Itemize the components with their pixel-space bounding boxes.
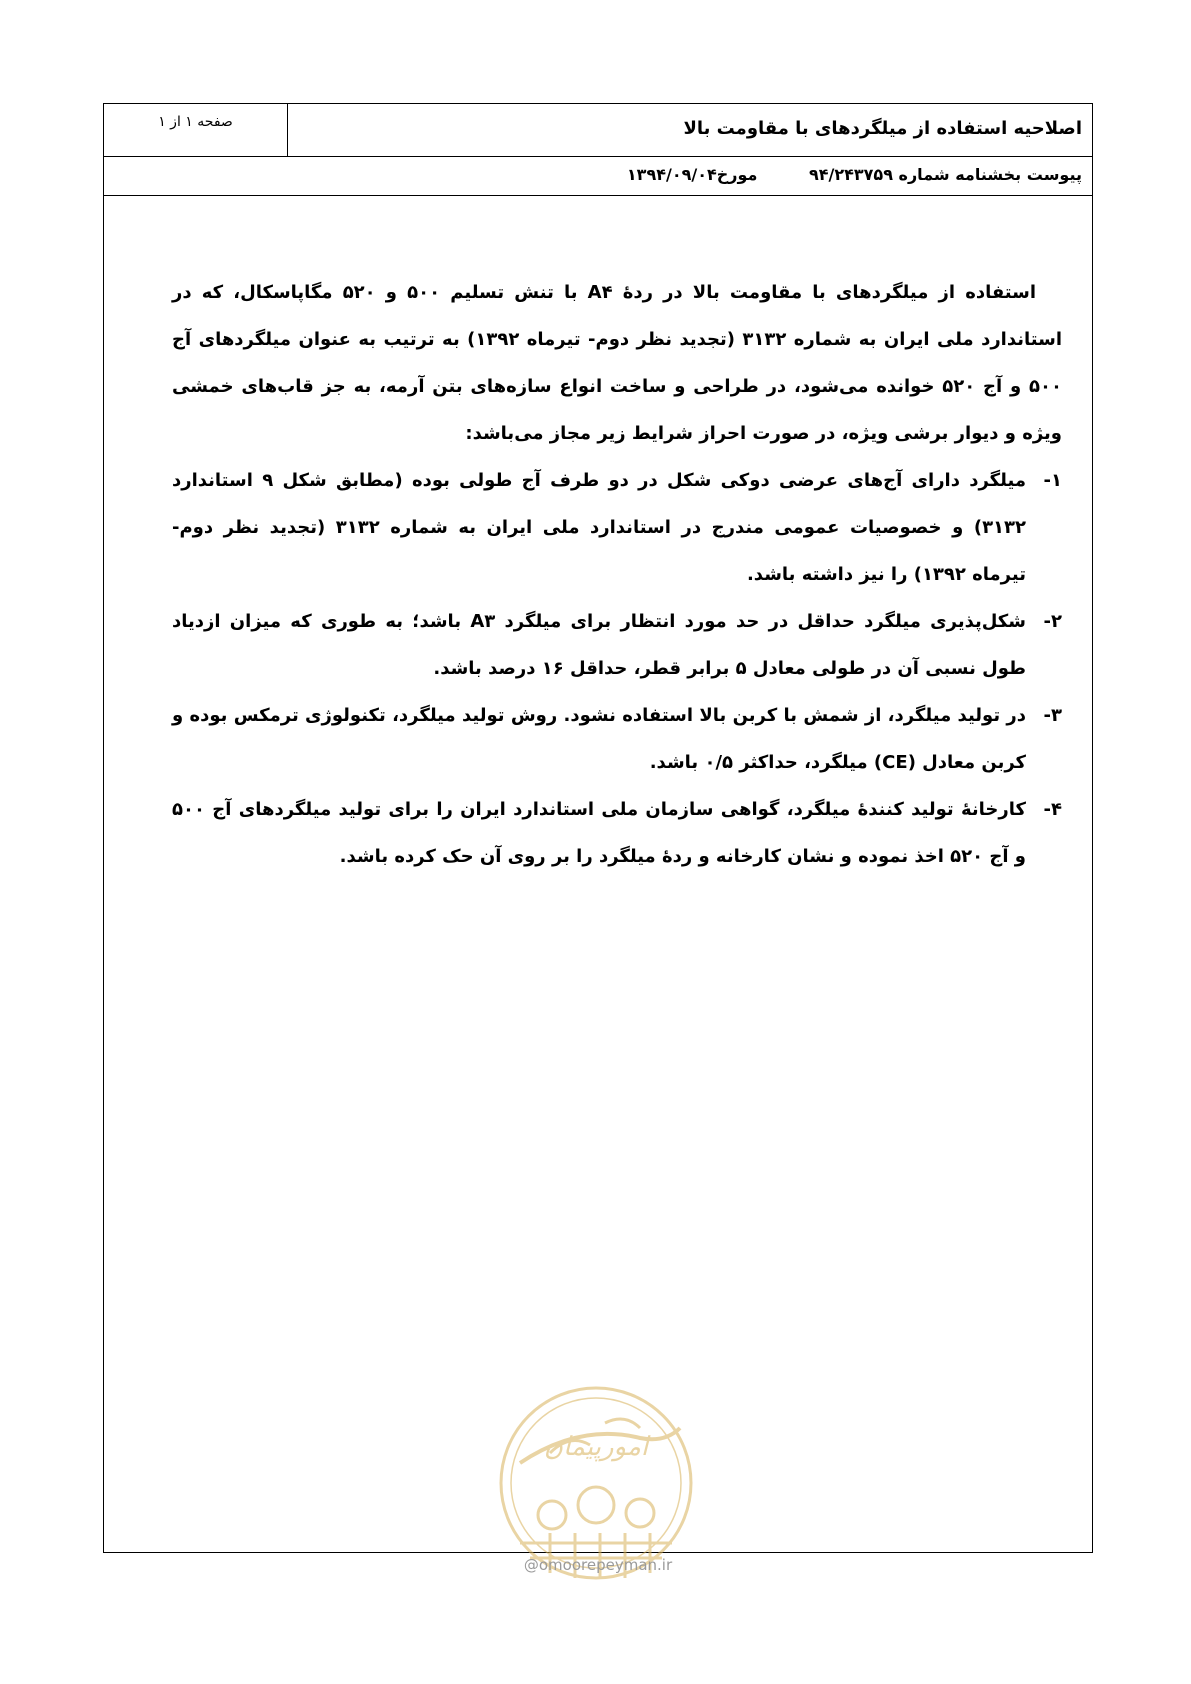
- item-text: شکل‌پذیری میلگرد حداقل در حد مورد انتظار برای میلگرد A۳ باشد؛ به طوری که میزان ازدیاد طول نسبی آن در طولی معادل ۵ برابر قطر، حداقل ۱۶ درصد باشد.: [172, 611, 1026, 679]
- watermark-site: @omoorepeyman.ir: [523, 1556, 673, 1574]
- circular-date: مورخ۱۳۹۴/۰۹/۰۴: [626, 165, 758, 184]
- circular-reference: پیوست بخشنامه شماره ۹۴/۲۴۳۷۵۹: [808, 165, 1082, 184]
- list-item: [172, 457, 1062, 598]
- list-item: [172, 692, 1062, 786]
- item-number: ۱-: [1043, 470, 1062, 491]
- item-text: میلگرد دارای آج‌های عرضی دوکی شکل در دو طرف آج طولی بوده (مطابق شکل ۹ استاندارد ۳۱۳۲) و خصوصیات عمومی مندرج در استاندارد ملی ایران به شماره ۳۱۳۲ (تجدید نظر دوم- تیرماه ۱۳۹۲) را نیز داشته باشد.: [172, 470, 1027, 585]
- watermark-logo-text: امورپیمان: [543, 1432, 649, 1462]
- page-indicator: صفحه ۱ از ۱: [104, 104, 288, 156]
- header-row-reference: [104, 156, 1092, 196]
- item-number: ۳-: [1043, 705, 1062, 726]
- item-number: ۲-: [1043, 611, 1062, 632]
- watermark-logo-icon: [490, 1383, 702, 1583]
- list-item: [172, 598, 1062, 692]
- item-text: کارخانهٔ تولید کنندهٔ میلگرد، گواهی سازمان ملی استاندارد ایران را برای تولید میلگردهای آج ۵۰۰ و آج ۵۲۰ اخذ نموده و نشان کارخانه و ردهٔ میلگرد را بر روی آن حک کرده باشد.: [172, 799, 1026, 867]
- list-item: [172, 786, 1062, 880]
- header-row-title: [104, 104, 1092, 157]
- item-text: در تولید میلگرد، از شمش با کربن بالا استفاده نشود. روش تولید میلگرد، تکنولوژی ترمکس بوده و کربن معادل (CE) میلگرد، حداکثر ۰/۵ باشد.: [172, 705, 1026, 773]
- intro-paragraph: استفاده از میلگردهای با مقاومت بالا در ردهٔ A۴ با تنش تسلیم ۵۰۰ و ۵۲۰ مگاپاسکال، که در استاندارد ملی ایران به شماره ۳۱۳۲ (تجدید نظر دوم- تیرماه ۱۳۹۲) به ترتیب به عنوان میلگردهای آج ۵۰۰ و آج ۵۲۰ خوانده می‌شود، در طراحی و ساخت انواع سازه‌های بتن آرمه، به جز قاب‌های خمشی ویژه و دیوار برشی ویژه، در صورت احراز شرایط زیر مجاز می‌باشد:: [172, 282, 1062, 444]
- document-frame: [103, 103, 1093, 1553]
- document-body: [172, 269, 1062, 880]
- document-title: اصلاحیه استفاده از میلگردهای با مقاومت بالا: [683, 118, 1082, 139]
- item-number: ۴-: [1043, 799, 1062, 820]
